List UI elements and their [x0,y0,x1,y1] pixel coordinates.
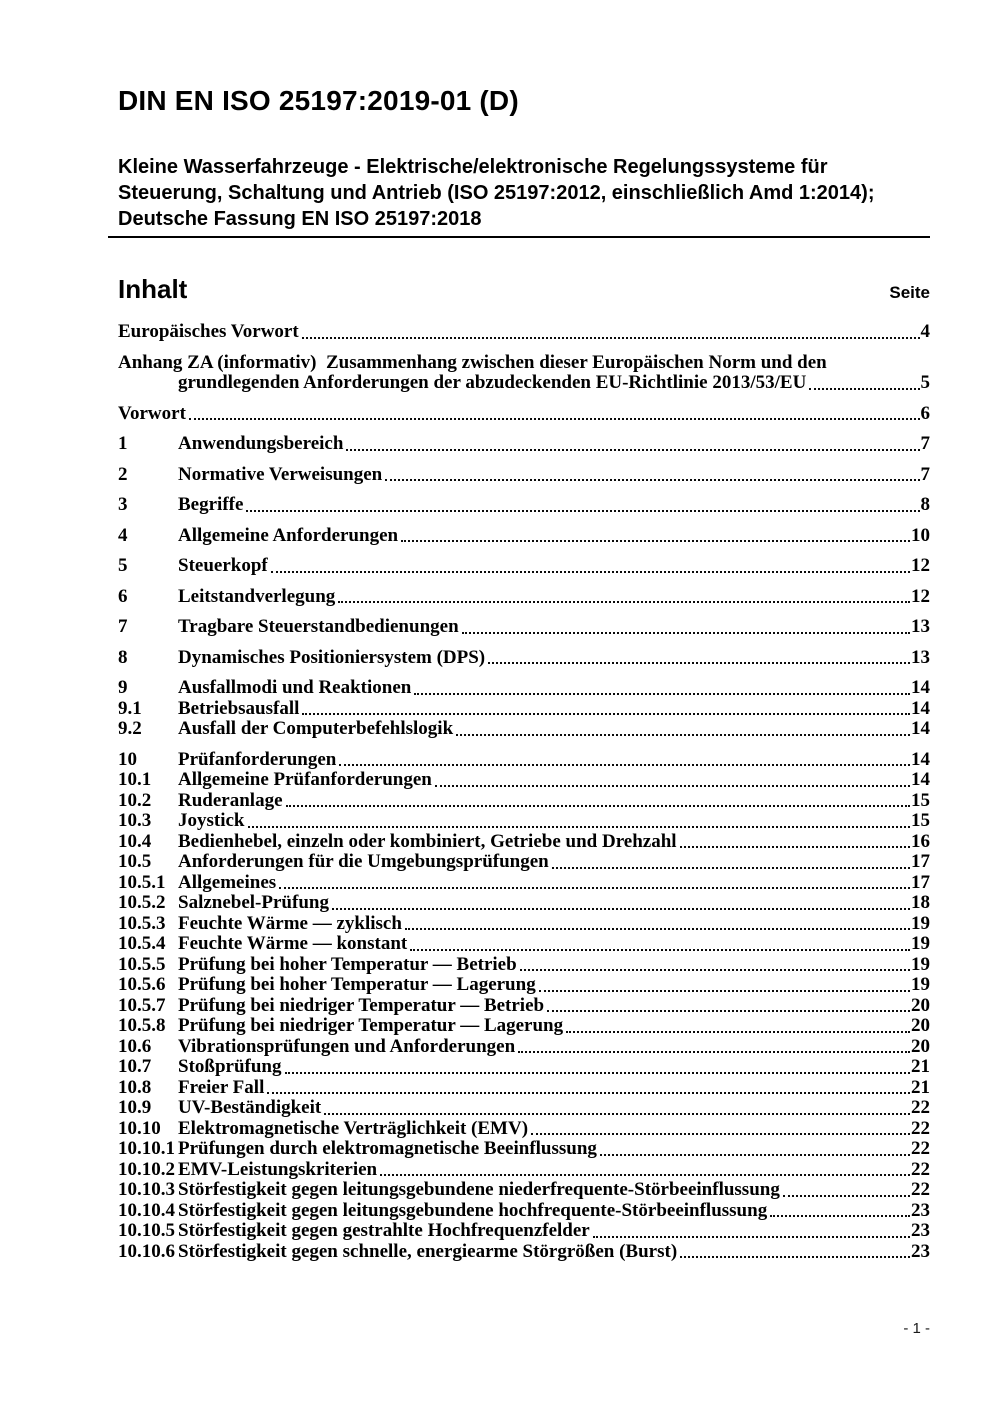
toc-entry-page-number: 23 [911,1199,930,1221]
toc-entry-title: Salznebel-Prüfung [178,892,329,913]
toc-row [118,587,930,608]
toc-row [118,873,930,894]
toc-row [118,1037,930,1058]
dot-leader-icon [286,805,911,807]
toc-entry-title: Tragbare Steuerstandbedienungen [178,616,459,637]
toc-entry-title: Normative Verweisungen [178,463,383,485]
dot-leader-icon [302,337,920,339]
dot-leader-icon [520,969,910,971]
toc-entry-page-number: 19 [911,974,930,995]
toc-entry-number: 10.10 [118,1117,161,1139]
toc-entry-number: 1 [118,433,128,454]
footer-page-number: - 1 - [903,1320,930,1337]
toc-entry-number: 10.10.2 [118,1158,175,1180]
toc-page-column-label: Seite [889,283,930,302]
toc-row [118,404,930,425]
dot-leader-icon [531,1133,910,1135]
toc-entry-page-number: 19 [911,953,930,975]
toc-entry-title: Störfestigkeit gegen schnelle, energiearme Störgrößen (Burst) [178,1240,678,1262]
dot-leader-icon [332,908,910,910]
toc-entry-page-number: 14 [911,718,930,739]
toc-row [118,852,930,873]
toc-entry-title: EMV-Leistungskriterien [178,1158,378,1180]
dot-leader-icon [405,928,910,930]
toc-row [118,648,930,669]
toc-row [118,495,930,516]
toc-entry-title: Betriebsausfall [178,697,300,719]
toc-entry-number: 10.10.5 [118,1220,175,1241]
toc-entry-title: Bedienhebel, einzeln oder kombiniert, Getriebe und Drehzahl [178,830,677,852]
toc-entry-number: 2 [118,463,128,485]
toc-entry-title: Störfestigkeit gegen leitungsgebundene hochfrequente-Störbeeinflussung [178,1199,768,1221]
dot-leader-icon [680,1256,910,1258]
toc-entry-page-number: 17 [911,871,930,893]
dot-leader-icon [410,949,910,951]
toc-entry-number: 3 [118,494,128,515]
document-code: DIN EN ISO 25197:2019-01 (D) [118,85,519,116]
toc-entry-number: 10.5.7 [118,994,166,1016]
dot-leader-icon [566,1031,910,1033]
toc-entry-page-number: 7 [920,433,930,454]
toc-entry-page-number: 10 [911,524,930,546]
toc-entry-number: 10.5.8 [118,1015,166,1036]
toc-entry-number: 10.7 [118,1056,152,1077]
dot-leader-icon [770,1215,910,1217]
toc-entry-number: 10.10.6 [118,1240,175,1262]
toc-entry-number: 10.5.4 [118,933,166,954]
toc-entry-page-number: 19 [911,933,930,954]
toc-entry-number: 9.1 [118,697,142,719]
toc-entry-page-number: 23 [911,1220,930,1241]
header-divider [108,236,930,238]
toc-entry-page-number: 13 [911,646,930,668]
toc-entry-page-number: 14 [911,677,930,698]
toc-entry-title: Joystick [178,810,245,831]
toc-entry-title: Vorwort [118,402,186,424]
toc-row [118,1242,930,1263]
toc-entry-page-number: 14 [911,748,930,770]
toc-entry-title: Feuchte Wärme — konstant [178,933,408,954]
toc-entry-title: Begriffe [178,494,244,515]
document-title-line: Kleine Wasserfahrzeuge - Elektrische/elektronische Regelungssysteme für [118,156,828,178]
toc-row [118,1057,930,1078]
toc-heading: Inhalt [118,274,188,304]
toc-row [118,832,930,853]
document-page [118,0,930,1262]
toc-entry-title: Störfestigkeit gegen gestrahlte Hochfrequenzfelder [178,1220,590,1241]
dot-leader-icon [600,1154,910,1156]
toc-entry-title: Stoßprüfung [178,1056,282,1077]
toc-row [118,1139,930,1160]
dot-leader-icon [456,734,910,736]
toc-entry-page-number: 14 [911,769,930,790]
dot-leader-icon [680,846,910,848]
dot-leader-icon [401,540,910,542]
toc-entry-number: 10.10.3 [118,1179,175,1200]
toc-entry-number: 10.9 [118,1097,152,1118]
toc-entry-number: 10 [118,748,137,770]
dot-leader-icon [593,1236,910,1238]
toc-entry-number: 9.2 [118,718,142,739]
toc-row [118,556,930,577]
toc-row [118,1078,930,1099]
toc-entry-title: Anhang ZA (informativ) Zusammenhang zwischen dieser Europäischen Norm und den [118,351,827,373]
toc-entries [118,322,930,1262]
toc-entry-page-number: 20 [911,1035,930,1057]
toc-entry-title: Freier Fall [178,1076,265,1098]
toc-row [118,914,930,935]
dot-leader-icon [346,449,919,451]
toc-entry-page-number: 23 [911,1240,930,1262]
toc-entry-number: 10.3 [118,810,152,831]
dot-leader-icon [414,693,910,695]
toc-entry-page-number: 4 [920,321,930,342]
toc-entry-page-number: 21 [911,1056,930,1077]
toc-entry-page-number: 7 [920,463,930,485]
dot-leader-icon [338,601,910,603]
toc-entry-page-number: 19 [911,912,930,934]
toc-entry-number: 10.5.3 [118,912,166,934]
dot-leader-icon [285,1072,911,1074]
toc-entry-page-number: 16 [911,830,930,852]
toc-entry-page-number: 22 [911,1097,930,1118]
toc-row [118,1098,930,1119]
toc-entry-title: Prüfanforderungen [178,748,337,770]
toc-entry-title: Störfestigkeit gegen leitungsgebundene niederfrequente-Störbeeinflussung [178,1179,780,1200]
toc-entry-page-number: 15 [911,810,930,831]
toc-entry-page-number: 22 [911,1117,930,1139]
dot-leader-icon [547,1010,910,1012]
toc-row [118,719,930,740]
toc-entry-line [118,373,930,394]
toc-entry-number: 10.2 [118,789,152,811]
toc-row [118,617,930,638]
toc-entry-title: Prüfung bei hoher Temperatur — Betrieb [178,953,517,975]
toc-entry-title: Allgemeines [178,871,277,893]
toc-row [118,353,930,394]
toc-entry-number: 10.5.2 [118,892,166,913]
toc-row [118,322,930,343]
toc-row [118,1221,930,1242]
dot-leader-icon [552,867,910,869]
toc-entry-title: Feuchte Wärme — zyklisch [178,912,402,934]
toc-entry-title: Prüfungen durch elektromagnetische Beeinflussung [178,1138,597,1159]
toc-entry-page-number: 20 [911,994,930,1016]
toc-row [118,975,930,996]
toc-entry-number: 10.8 [118,1076,152,1098]
toc-entry-number: 10.6 [118,1035,152,1057]
toc-row [118,1119,930,1140]
dot-leader-icon [809,388,919,390]
toc-entry-title: Dynamisches Positioniersystem (DPS) [178,646,486,668]
toc-row [118,465,930,486]
toc-entry-number: 10.5.1 [118,871,166,893]
dot-leader-icon [302,713,910,715]
toc-entry-number: 10.5.6 [118,974,166,995]
toc-entry-title: Anforderungen für die Umgebungsprüfungen [178,851,549,872]
toc-entry-page-number: 5 [920,372,930,393]
dot-leader-icon [539,990,910,992]
toc-row [118,1201,930,1222]
toc-row [118,678,930,699]
toc-entry-number: 9 [118,677,128,698]
toc-entry-page-number: 13 [911,616,930,637]
dot-leader-icon [462,632,910,634]
document-title-line: Steuerung, Schaltung und Antrieb (ISO 25197:2012, einschließlich Amd 1:2014); [118,182,875,204]
toc-row [118,434,930,455]
dot-leader-icon [189,418,920,420]
toc-entry-page-number: 22 [911,1179,930,1200]
toc-entry-title: grundlegenden Anforderungen der abzudeckenden EU-Richtlinie 2013/53/EU [178,372,807,393]
toc-entry-page-number: 18 [911,892,930,913]
toc-entry-number: 10.1 [118,769,152,790]
toc-entry-page-number: 22 [911,1158,930,1180]
dot-leader-icon [783,1195,910,1197]
toc-row [118,996,930,1017]
dot-leader-icon [324,1113,910,1115]
dot-leader-icon [339,764,910,766]
toc-entry-number: 10.10.1 [118,1138,175,1159]
toc-entry-title: Vibrationsprüfungen und Anforderungen [178,1035,516,1057]
dot-leader-icon [518,1051,910,1053]
toc-entry-title: Prüfung bei hoher Temperatur — Lagerung [178,974,536,995]
toc-row [118,811,930,832]
toc-entry-number: 10.5.5 [118,953,166,975]
document-title-line: Deutsche Fassung EN ISO 25197:2018 [118,208,482,230]
toc-row [118,770,930,791]
dot-leader-icon [271,571,910,573]
toc-entry-number: 8 [118,646,128,668]
toc-entry-page-number: 21 [911,1076,930,1098]
toc-entry-title: Europäisches Vorwort [118,321,299,342]
dot-leader-icon [380,1174,910,1176]
toc-entry-number: 10.10.4 [118,1199,175,1221]
dot-leader-icon [248,826,911,828]
toc-entry-page-number: 14 [911,697,930,719]
toc-row [118,934,930,955]
toc-row [118,791,930,812]
toc-row [118,526,930,547]
dot-leader-icon [385,479,919,481]
toc-entry-title: UV-Beständigkeit [178,1097,322,1118]
toc-row [118,1180,930,1201]
dot-leader-icon [246,510,919,512]
toc-entry-title: Ruderanlage [178,789,283,811]
toc-entry-number: 10.4 [118,830,152,852]
toc-entry-page-number: 6 [920,402,930,424]
dot-leader-icon [279,887,910,889]
toc-entry-page-number: 12 [911,555,930,576]
toc-entry-page-number: 12 [911,585,930,607]
toc-entry-number: 6 [118,585,128,607]
toc-entry-number: 5 [118,555,128,576]
toc-entry-title: Steuerkopf [178,555,268,576]
toc-row [118,955,930,976]
toc-entry-number: 7 [118,616,128,637]
dot-leader-icon [435,785,910,787]
toc-header [118,274,930,304]
toc-entry-title: Elektromagnetische Verträglichkeit (EMV) [178,1117,529,1139]
toc-entry-title: Allgemeine Anforderungen [178,524,399,546]
toc-entry-page-number: 8 [920,494,930,515]
toc-entry-page-number: 17 [911,851,930,872]
toc-row [118,750,930,771]
toc-entry-title: Leitstandverlegung [178,585,336,607]
toc-row [118,699,930,720]
toc-row [118,893,930,914]
toc-entry-page-number: 20 [911,1015,930,1036]
toc-entry-title: Allgemeine Prüfanforderungen [178,769,432,790]
toc-entry-page-number: 22 [911,1138,930,1159]
toc-entry-title: Ausfallmodi und Reaktionen [178,677,412,698]
toc-entry-title: Prüfung bei niedriger Temperatur — Betrieb [178,994,545,1016]
toc-row [118,1160,930,1181]
toc-entry-title: Anwendungsbereich [178,433,344,454]
toc-entry-title: Ausfall der Computerbefehlslogik [178,718,454,739]
toc-entry-number: 4 [118,524,128,546]
toc-row [118,1016,930,1037]
dot-leader-icon [488,662,910,664]
toc-entry-title: Prüfung bei niedriger Temperatur — Lagerung [178,1015,564,1036]
toc-entry-page-number: 15 [911,789,930,811]
toc-entry-number: 10.5 [118,851,152,872]
dot-leader-icon [267,1092,910,1094]
document-title [118,154,930,236]
